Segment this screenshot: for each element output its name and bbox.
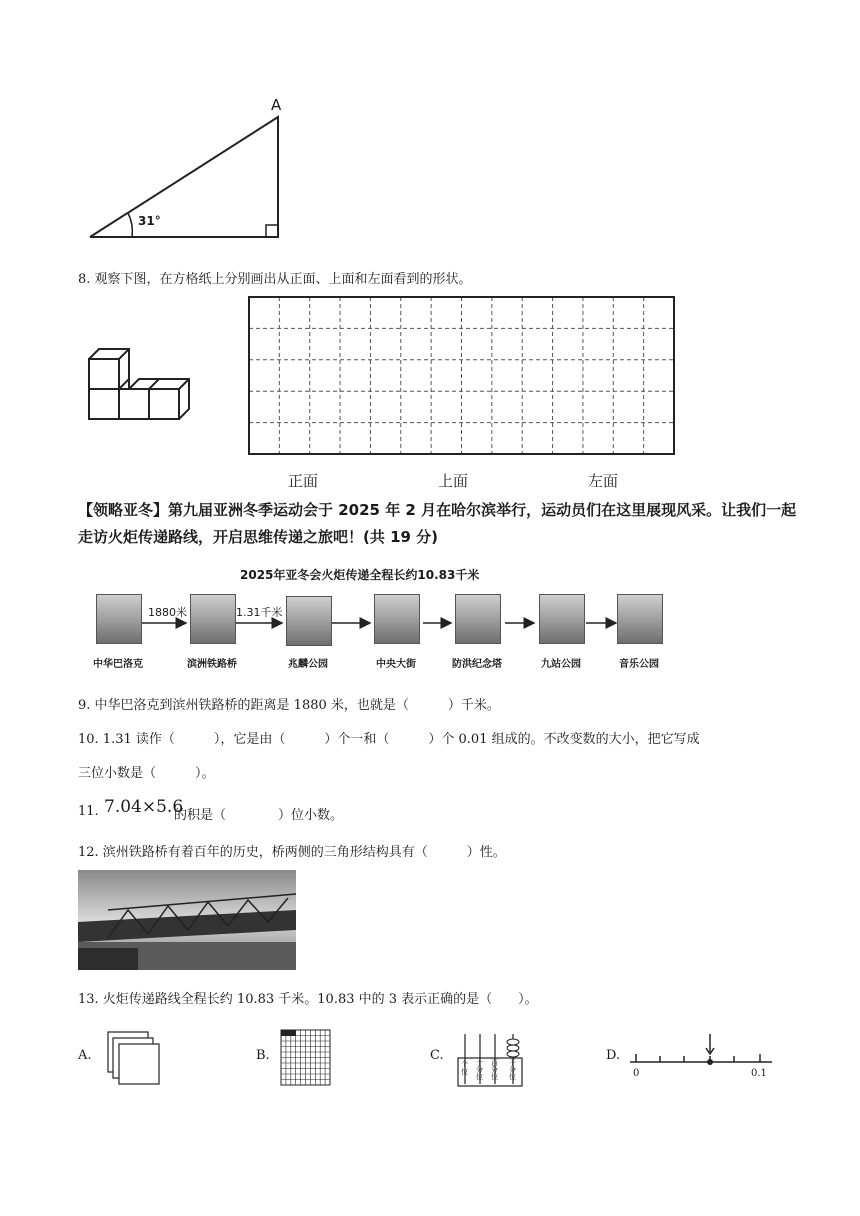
question-13: 13. 火炬传递路线全程长约 10.83 千米。10.83 中的 3 表示正确的是（ ）。 bbox=[78, 992, 538, 1007]
section-header: 【领略亚冬】第九届亚洲冬季运动会于 2025 年 2 月在哈尔滨举行，运动员们在这里展现风采。让我们一起走访火炬传递路线，开启思维传递之旅吧！(共 19 分) bbox=[78, 501, 797, 546]
question-11-number: 11. bbox=[78, 804, 99, 819]
question-10-line1: 10. 1.31 读作（ ），它是由（ ）个一和（ ）个 0.01 组成的。不改变数的大小，把它写成 bbox=[78, 732, 700, 747]
station-label-5: 防洪纪念塔 bbox=[452, 659, 502, 670]
question-10-line2: 三位小数是（ ）。 bbox=[78, 766, 215, 781]
view-label-left: 左面 bbox=[588, 472, 619, 490]
option-b-label[interactable]: B. bbox=[256, 1048, 270, 1063]
option-c-label[interactable]: C. bbox=[430, 1048, 444, 1063]
question-11-expression: 7.04×5.6 bbox=[104, 797, 184, 817]
question-11-text: 的积是（ ）位小数。 bbox=[174, 808, 344, 823]
station-label-4: 中央大街 bbox=[376, 659, 416, 670]
view-label-front: 正面 bbox=[288, 472, 319, 490]
question-8: 8. 观察下图，在方格纸上分别画出从正面、上面和左面看到的形状。 bbox=[78, 272, 472, 287]
station-photo-6 bbox=[539, 594, 585, 644]
abacus-label-thousandths: 千分位 bbox=[509, 1059, 516, 1081]
station-photo-5 bbox=[455, 594, 501, 644]
segment-label-1: 1880米 bbox=[148, 606, 187, 619]
station-photo-7 bbox=[617, 594, 663, 644]
abacus-label-ones: 个位 bbox=[461, 1060, 468, 1076]
question-12: 12. 滨州铁路桥有着百年的历史，桥两侧的三角形结构具有（ ）性。 bbox=[78, 845, 506, 860]
vertex-label: A bbox=[271, 96, 282, 114]
station-photo-2 bbox=[190, 594, 236, 644]
station-photo-1 bbox=[96, 594, 142, 644]
route-title: 2025年亚冬会火炬传递全程长约10.83千米 bbox=[240, 568, 480, 582]
station-photo-4 bbox=[374, 594, 420, 644]
segment-label-2: 1.31千米 bbox=[236, 606, 283, 619]
cube-solid-figure bbox=[85, 345, 200, 430]
option-d-number-line[interactable] bbox=[626, 1032, 776, 1072]
station-label-2: 滨洲铁路桥 bbox=[187, 659, 237, 670]
station-photo-3 bbox=[286, 596, 332, 646]
triangle-figure bbox=[80, 92, 300, 242]
abacus-label-tenths: 十分位 bbox=[476, 1059, 483, 1081]
number-line-end: 0.1 bbox=[751, 1068, 767, 1079]
station-label-3: 兆麟公园 bbox=[288, 659, 328, 670]
grid-paper bbox=[248, 296, 676, 456]
station-label-7: 音乐公园 bbox=[619, 659, 659, 670]
option-b-hundred-grid[interactable] bbox=[280, 1029, 332, 1087]
angle-label: 31° bbox=[138, 214, 161, 228]
option-a-label[interactable]: A. bbox=[78, 1048, 92, 1063]
option-d-label[interactable]: D. bbox=[606, 1048, 621, 1063]
abacus-label-hundredths: 百分位 bbox=[491, 1059, 498, 1081]
question-9: 9. 中华巴洛克到滨州铁路桥的距离是 1880 米，也就是（ ）千米。 bbox=[78, 698, 500, 713]
option-a-squares[interactable] bbox=[104, 1030, 164, 1088]
bridge-photo bbox=[78, 870, 296, 970]
station-label-1: 中华巴洛克 bbox=[93, 659, 143, 670]
view-label-top: 上面 bbox=[438, 472, 469, 490]
number-line-zero: 0 bbox=[633, 1068, 640, 1079]
station-label-6: 九站公园 bbox=[541, 659, 581, 670]
